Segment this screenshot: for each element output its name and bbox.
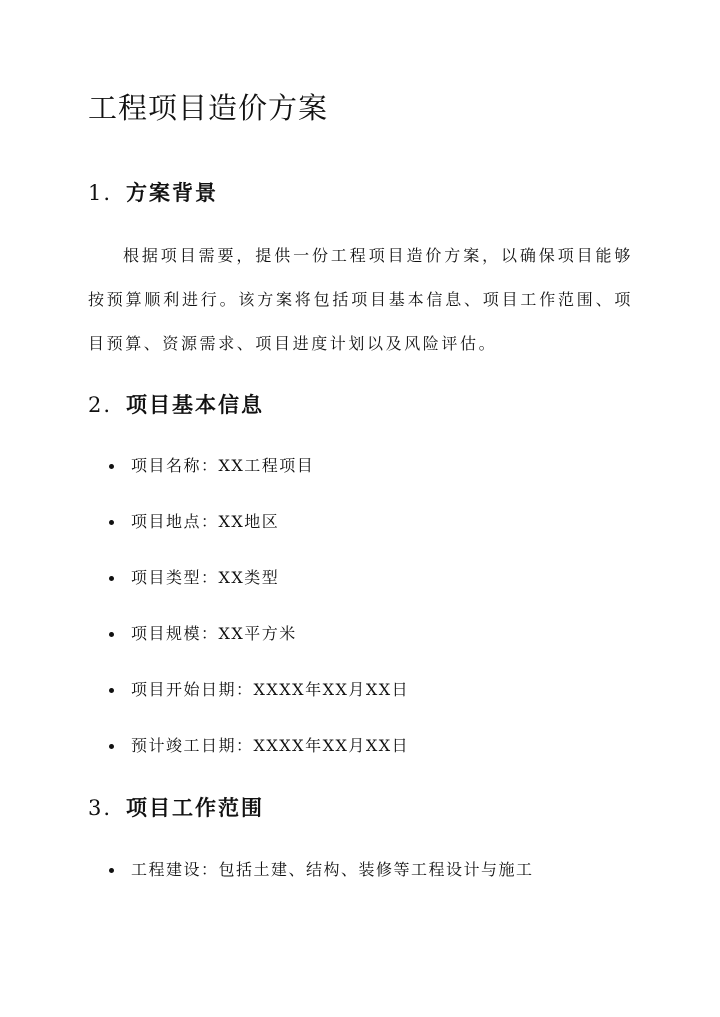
bullet-icon [109,744,114,749]
list-item-text: 工程建设：包括土建、结构、装修等工程设计与施工 [131,860,534,879]
list-item-text: 预计竣工日期：XXXX年XX月XX日 [131,736,410,755]
document-title: 工程项目造价方案 [88,91,329,125]
list-item-text: 项目地点：XX地区 [131,512,280,531]
section-number: 3. [88,796,113,820]
section-title: 方案背景 [126,180,218,205]
bullet-icon [109,576,114,581]
list-item-text: 项目开始日期：XXXX年XX月XX日 [131,680,410,699]
bullet-icon [109,464,114,469]
section-title: 项目基本信息 [126,392,264,417]
background-paragraph: 根据项目需要，提供一份工程项目造价方案，以确保项目能够按预算顺利进行。该方案将包括项目基本信息、项目工作范围、项目预算、资源需求、项目进度计划以及风险评估。 [88,246,633,353]
list-item-text: 项目类型：XX类型 [131,568,280,587]
section-number: 2. [88,393,113,417]
bullet-icon [109,632,114,637]
section-heading-basic-info [88,389,264,419]
list-item-text: 项目规模：XX平方米 [131,624,297,643]
bullet-icon [109,868,114,873]
section-number: 1. [88,181,113,205]
list-item-text: 项目名称：XX工程项目 [131,456,315,475]
bullet-icon [109,688,114,693]
section-heading-background [88,177,218,207]
section-heading-work-scope [88,792,264,822]
section-title: 项目工作范围 [126,795,264,820]
bullet-icon [109,520,114,525]
